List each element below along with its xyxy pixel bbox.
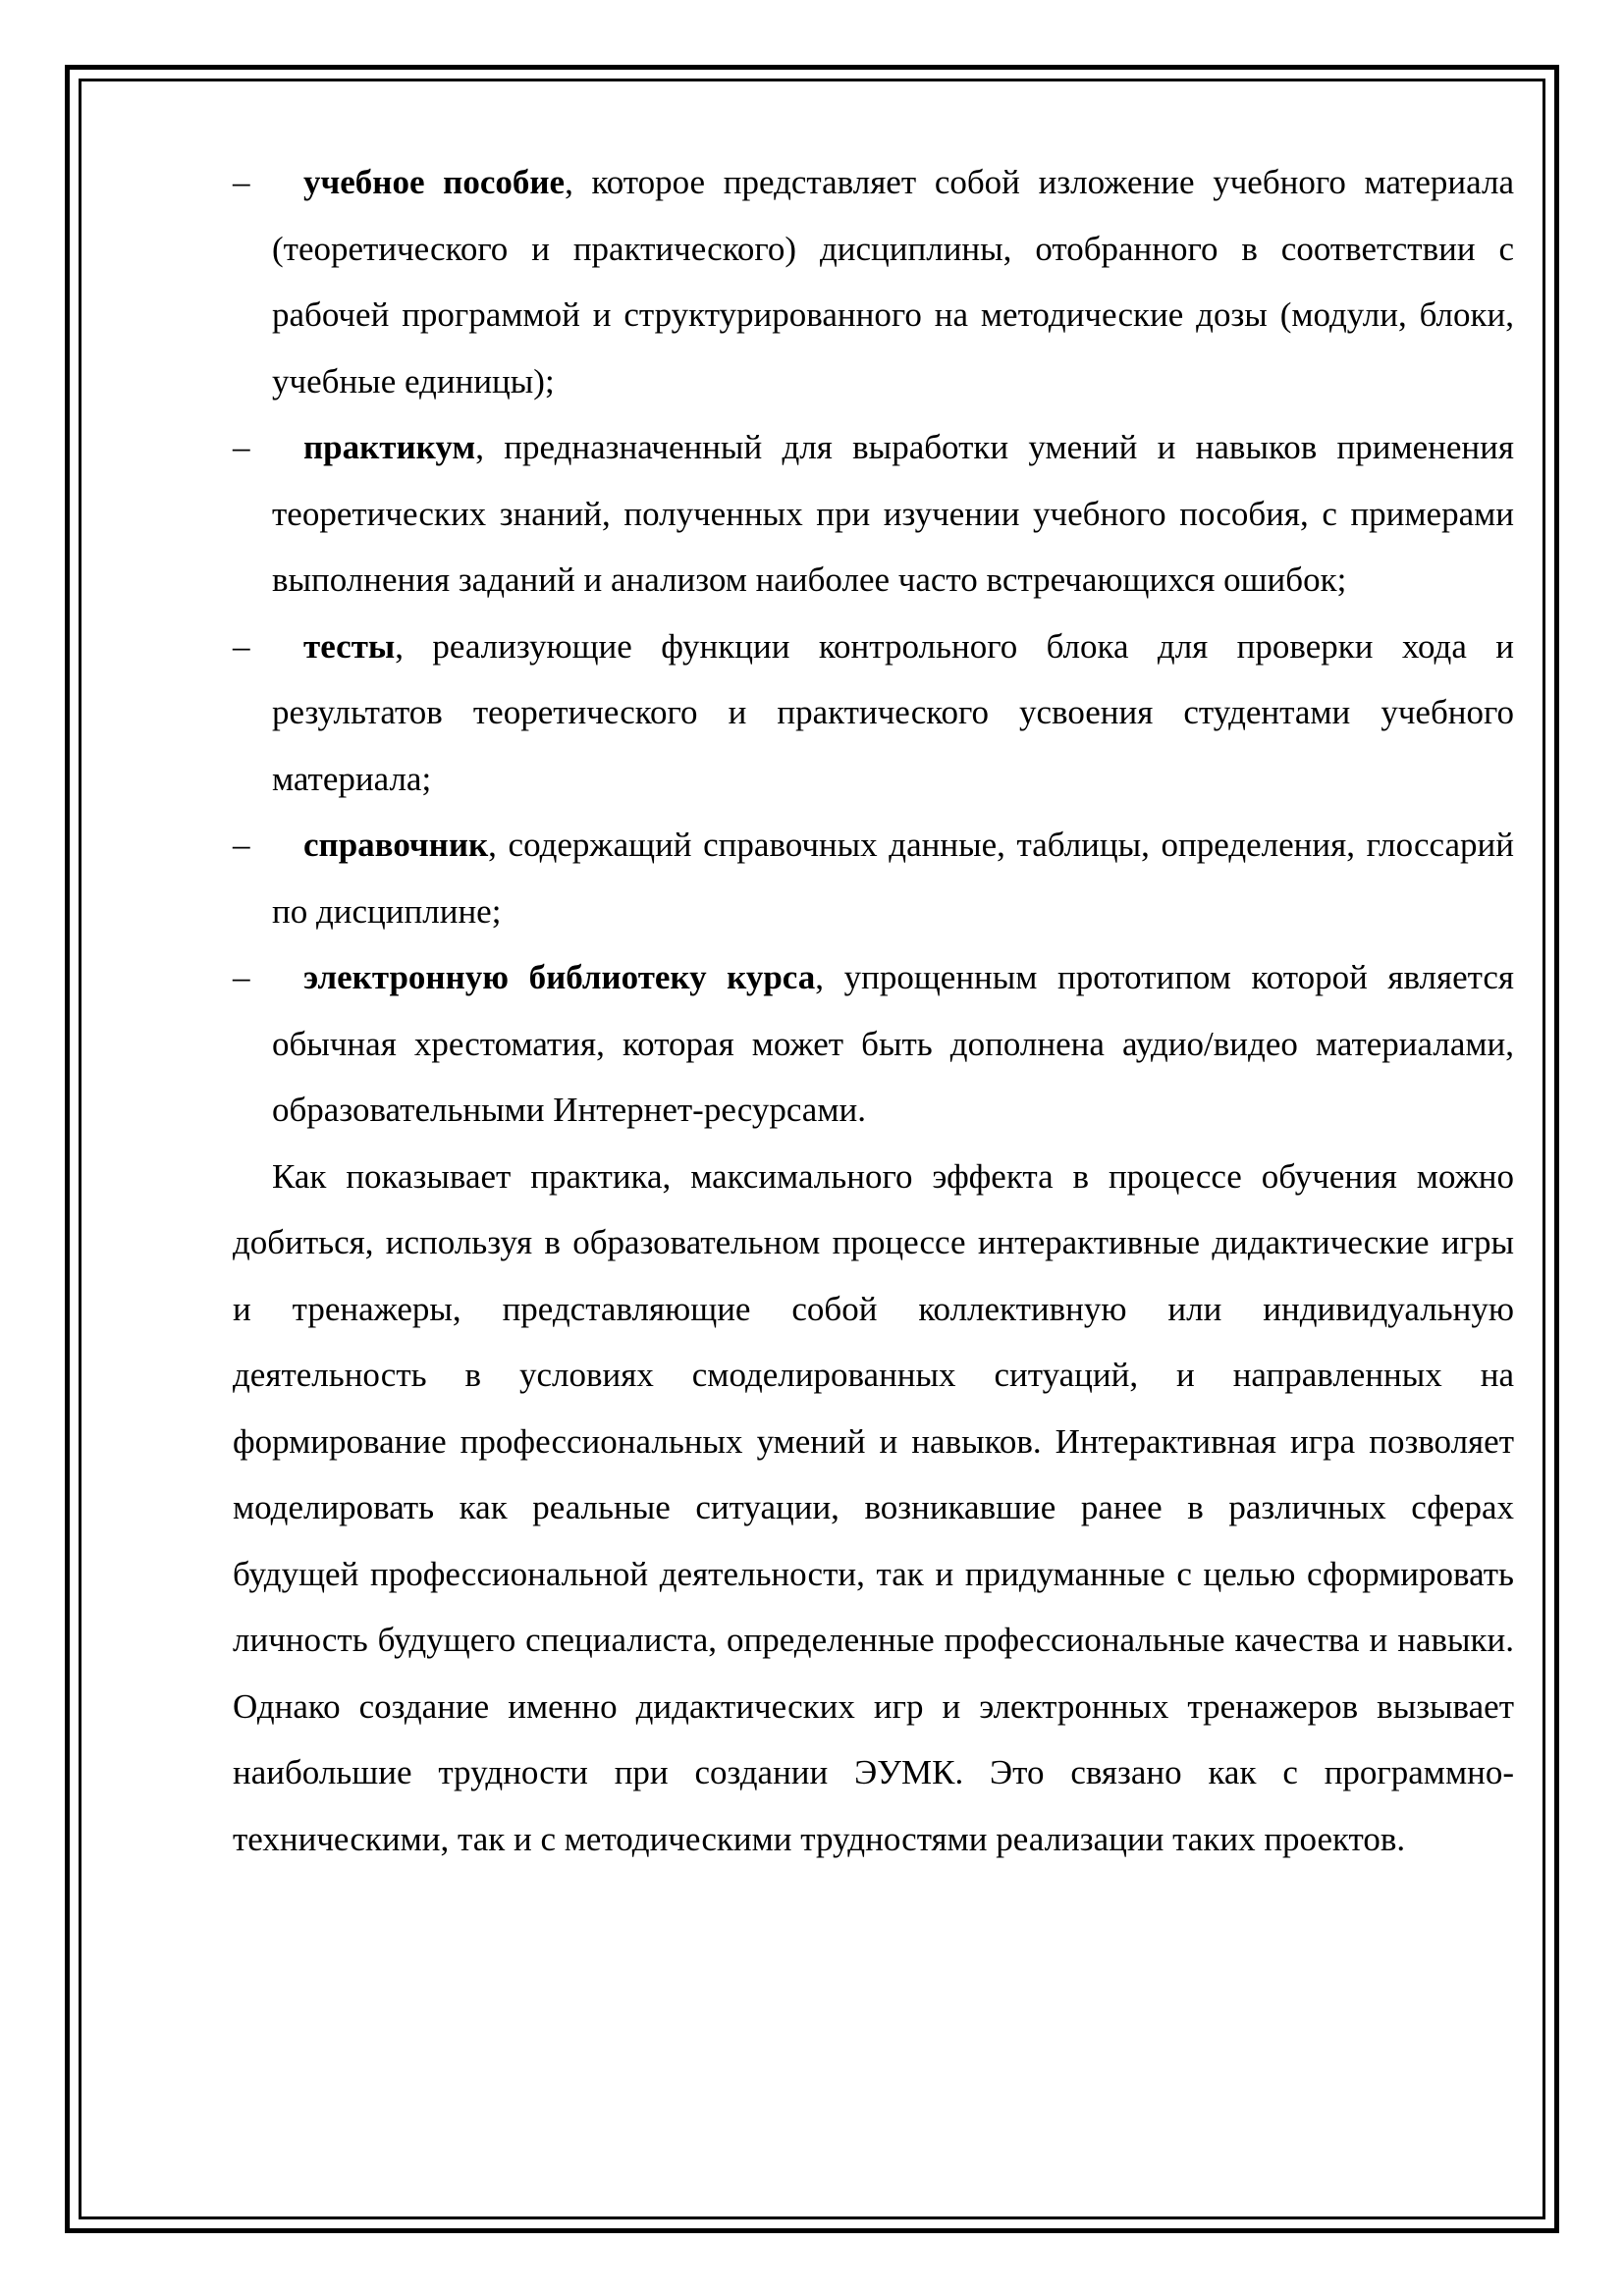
- list-item-tests: [233, 614, 1514, 813]
- list-item-practicum: [233, 414, 1514, 614]
- list-dash: –: [233, 958, 250, 996]
- list-dash: –: [233, 626, 250, 666]
- list-term: учебное пособие: [303, 163, 566, 201]
- list-term: практикум: [303, 428, 476, 466]
- list-description: , реализующие функции контрольного блока для проверки хода и результатов теоретического и практического усвоения студентами учебного материала;: [272, 626, 1514, 798]
- list-dash: –: [233, 826, 250, 864]
- list-item-reference: [233, 812, 1514, 944]
- list-description: , содержащий справочных данные, таблицы, определения, глоссарий по дисциплине;: [272, 826, 1514, 931]
- list-item-textbook: [233, 149, 1514, 414]
- list-description: , которое представляет собой изложение учебного материала (теоретического и практического) дисциплины, отобранного в соответствии с рабочей программой и структурированного на методические дозы (модули, блоки, учебные единицы);: [272, 163, 1514, 400]
- list-description: , предназначенный для выработки умений и навыков применения теоретических знаний, полученных при изучении учебного пособия, с примерами выполнения заданий и анализом наиболее часто встречающихся ошибок;: [272, 428, 1514, 599]
- list-description: , упрощенным прототипом которой является обычная хрестоматия, которая может быть дополнена аудио/видео материалами, образовательными Интернет-ресурсами.: [272, 958, 1515, 1129]
- document-body: [233, 149, 1514, 1872]
- list-term: тесты: [303, 626, 396, 666]
- list-item-library: [233, 944, 1514, 1144]
- body-paragraph: Как показывает практика, максимального эффекта в процессе обучения можно добиться, используя в образовательном процессе интерактивные дидактические игры и тренажеры, представляющие собой коллективную или индивидуальную деятельность в условиях смоделированных ситуаций, и направленных на формирование профессиональных умений и навыков. Интерактивная игра позволяет моделировать как реальные ситуации, возникавшие ранее в различных сферах будущей профессиональной деятельности, так и придуманные с целью сформировать личность будущего специалиста, определенные профессиональные качества и навыки. Однако создание именно дидактических игр и электронных тренажеров вызывает наибольшие трудности при создании ЭУМК. Это связано как с программно-техническими, так и с методическими трудностями реализации таких проектов.: [233, 1156, 1514, 1858]
- list-dash: –: [233, 428, 250, 466]
- list-term: электронную библиотеку курса: [303, 958, 816, 996]
- list-dash: –: [233, 163, 250, 201]
- list-term: справочник: [303, 826, 489, 864]
